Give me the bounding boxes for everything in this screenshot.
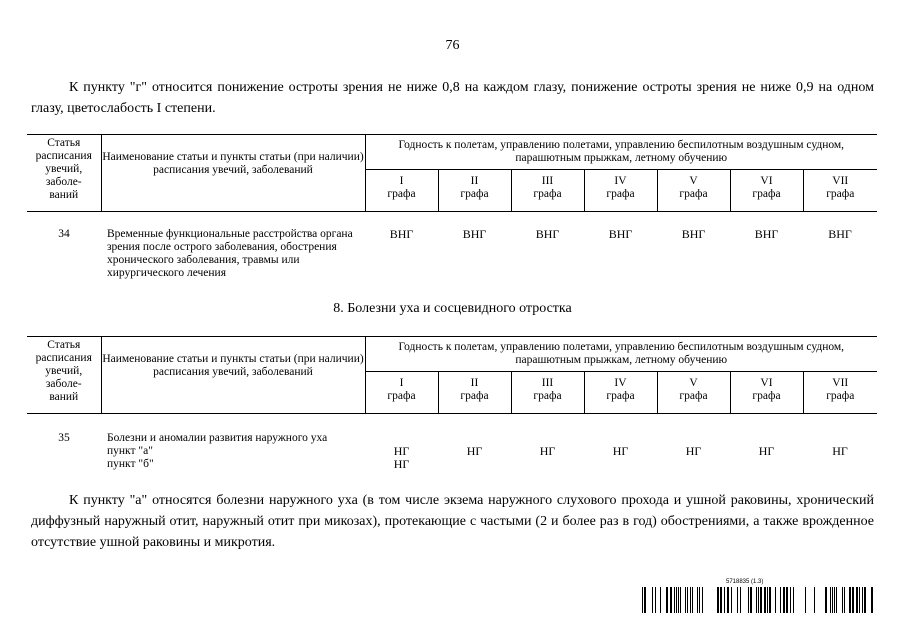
paragraph-vision-note: К пункту "г" относится понижение остроты зрения не ниже 0,8 на каждом глазу, понижение остроты зрения не ниже 0,9 на одном глазу, цветослабость I степени. [31,80,874,116]
header-article-number: Статья расписания увечий, заболе- ваний [27,337,101,414]
grafa-value: ВНГ [462,227,487,241]
header-article-name: Наименование статьи и пункты статьи (при наличии) расписания увечий, заболеваний [101,337,365,414]
paragraph-ear-note: К пункту "а" относятся болезни наружного уха (в том числе экзема наружного слухового прохода и ушной раковины, хронический диффузный наружный отит, наружный отит при микозах), протекающие с частыми (2 и более раз в год) обострениями, а также врожденное отсутствие ушной раковины и микротия. [31,493,874,550]
header-grafa-3: III графа [511,372,584,414]
article-name: Болезни и аномалии развития наружного уха пункт "а" пункт "б" [107,432,328,470]
header-article-number: Статья расписания увечий, заболе- ваний [27,135,101,212]
barcode-label: 5718835 (1.3) [726,579,764,585]
header-suitability: Годность к полетам, управлению полетами, управлению беспилотным воздушным судном, парашютным прыжкам, летному обучению [365,135,877,170]
header-article-name: Наименование статьи и пункты статьи (при наличии) расписания увечий, заболеваний [101,135,365,212]
header-grafa-3: III графа [511,170,584,212]
header-grafa-4: IV графа [584,372,657,414]
header-grafa-7: VII графа [803,372,877,414]
header-grafa-1: I графа [365,372,438,414]
schedule-table-vision [27,134,877,280]
header-grafa-2: II графа [438,372,511,414]
grafa-value: НГ [685,444,702,458]
grafa-value: ВНГ [754,227,779,241]
header-grafa-5: V графа [657,170,730,212]
header-grafa-2: II графа [438,170,511,212]
grafa-value: ВНГ [608,227,633,241]
grafa-value: ВНГ [389,227,414,241]
article-number: 34 [58,228,70,240]
grafa-value: НГ НГ [393,444,410,471]
header-grafa-6: VI графа [730,372,803,414]
grafa-value: ВНГ [828,227,852,241]
grafa-value: НГ [466,444,483,458]
header-grafa-7: VII графа [803,170,877,212]
schedule-table-ear [27,336,877,471]
header-grafa-4: IV графа [584,170,657,212]
article-number: 35 [58,432,70,444]
grafa-value: НГ [758,444,775,458]
header-grafa-5: V графа [657,372,730,414]
table-row [27,414,877,472]
grafa-value: ВНГ [681,227,706,241]
table-row [27,212,877,281]
page-number: 76 [445,38,460,53]
section-title: 8. Болезни уха и сосцевидного отростка [333,301,572,316]
grafa-value: НГ [832,444,848,458]
grafa-value: НГ [612,444,629,458]
grafa-value: НГ [539,444,556,458]
header-grafa-1: I графа [365,170,438,212]
article-name: Временные функциональные расстройства органа зрения после острого заболевания, обострения хронического заболевания, травмы или хирургического лечения [107,228,353,279]
header-suitability: Годность к полетам, управлению полетами, управлению беспилотным воздушным судном, парашютным прыжкам, летному обучению [365,337,877,372]
grafa-value: ВНГ [535,227,560,241]
header-grafa-6: VI графа [730,170,803,212]
barcode-icon [642,587,874,613]
